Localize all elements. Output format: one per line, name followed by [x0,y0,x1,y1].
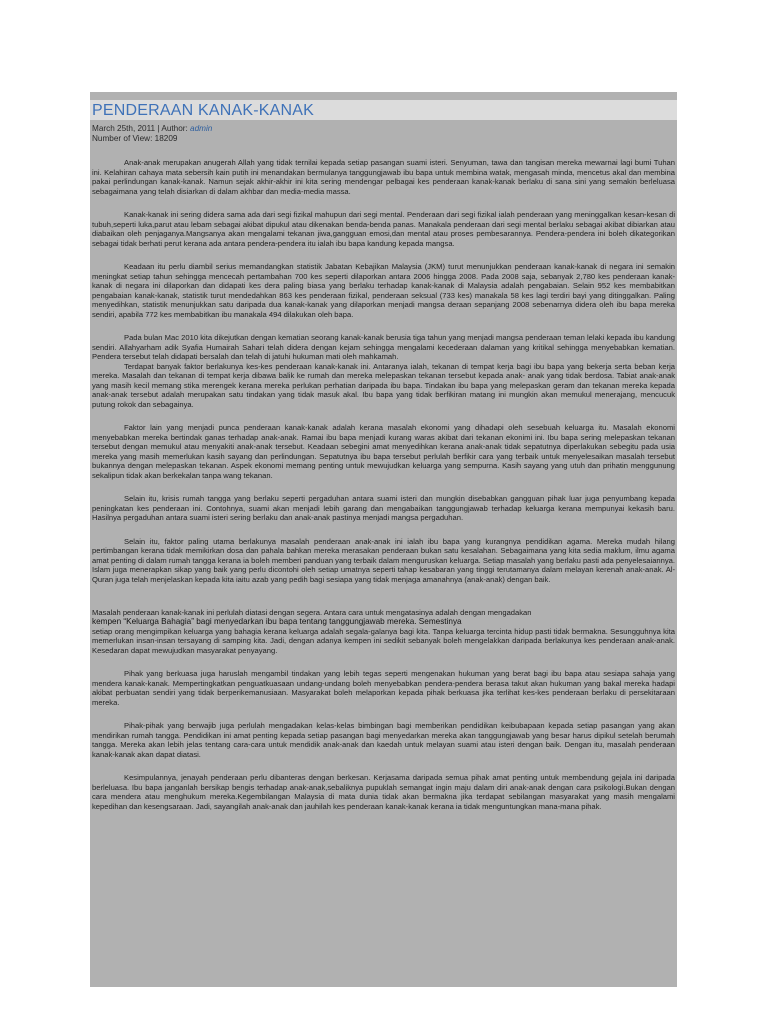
paragraph: Kesimpulannya, jenayah penderaan perlu dibanteras dengan berkesan. Kerjasama daripada semua pihak amat penting untuk membendung gejala ini daripada berleluasa. Ibu bapa janganlah bersikap bengis terhadap anak-anak,sebaliknya pupuklah semangat ingin maju dalam diri anak-anak dengan cara psikologi.Bukan dengan cara mendera atau menghukum mereka.Kegembilangan Malaysia di mata dunia tidak akan bermakna jika terdapat sebilangan masyarakat yang masih mengalami kepedihan dan kesengsaraan. Jadi, sayangilah anak-anak dan jauhilah kes penderaan kanak-kanak kerana ia tidak menguntungkan mana-mana pihak. [92,773,675,811]
paragraph: Selain itu, krisis rumah tangga yang berlaku seperti pergaduhan antara suami isteri dan mungkin disebabkan gangguan pihak luar juga penyumbang kepada peningkatan kes penderaan ini. Contohnya, suami akan menjadi lebih garang dan mengabaikan tanggungjawab terhadap keluarga kerana mempunyai kekasih baru. Hasilnya pergaduhan antara suami isteri sering berlaku dan anak-anak pastinya menjadi mangsa pergaduhan. [92,494,675,522]
paragraph: Terdapat banyak faktor berlakunya kes-kes penderaan kanak-kanak ini. Antaranya ialah, tekanan di tempat kerja bagi ibu bapa yang bekerja serta beban kerja mereka. Masalah dan tekanan di tempat kerja dibawa balik ke rumah dan mereka melepaskan tekanan tersebut kepada anak- anak yang tidak berdosa. Tabiat anak-anak yang masih kecil memang stika merengek kerana mereka perlukan perhatian daripada ibu bapa. Tindakan ibu bapa yang melepaskan geram dan tekanan mereka kepada anak-anak tersebut adalah merupakan satu tindakan yang tidak masuk akal. Ibu bapa yang tidak berfikiran matang ini mungkin akan memukul menerajang, mencucuk putung rokok dan sebagainya. [92,361,675,409]
paragraph: Selain itu, faktor paling utama berlakunya masalah penderaan anak-anak ini ialah ibu bapa yang kurangnya pendidikan agama. Mereka mudah hilang pertimbangan kerana tidak memikirkan dosa dan pahala bahkan mereka merasakan penderaan bukan satu kesalahan. Sebagaimana yang kita sedia maklum, ilmu agama amat penting di dalam rumah tangga kerana ia boleh memberi panduan yang terbaik dalam menguruskan keluarga. Setiap masalah yang berlaku pasti ada penyelesaiannya. Islam juga menerapkan sikap yang baik yang perlu dicontohi oleh setiap umatnya seperti tahap kesabaran yang tinggi terutamanya dalam melayan kerenah anak-anak. Al-Quran juga telah menjelaskan kepada kita iaitu azab yang pedih bagi sesiapa yang tidak menjaga amanahnya (anak-anak) dengan baik. [92,536,675,584]
title-bar [90,100,677,120]
meta-separator: | [157,124,162,133]
article-title: PENDERAAN KANAK-KANAK [92,102,315,119]
views-count: 18209 [154,134,178,143]
views-label: Number of View: [92,134,153,143]
article-date: March 25th, 2011 [92,124,156,133]
paragraph-part: Masalah penderaan kanak-kanak ini perlulah diatasi dengan segera. Antara cara untuk mengatasinya adalah dengan mengadakan [92,607,532,617]
paragraph: Kanak-kanak ini sering didera sama ada dari segi fizikal mahupun dari segi mental. Penderaan dari segi fizikal ialah penderaan yang meninggalkan kesan-kesan di tubuh,seperti luka,parut atau lebam sebagai akibat dipukul atau dikenakan benda-benda panas. Manakala penderaan dari segi mental berlaku sebagai akibat dibiarkan atau diabaikan oleh penjaganya.Mangsanya akan mengalami tekanan jiwa,gangguan emosi,dan mental atau proses pembesarannya. Pendera-pendera ini boleh dikategorikan sebagai tidak berhati perut kerana ada antara pendera-pendera itu ialah ibu bapa kandung kepada mangsa. [92,210,675,248]
paragraph [92,598,675,655]
paragraph-part: setiap orang mengimpikan keluarga yang bahagia kerana keluarga adalah segala-galanya bagi kita. Tanpa keluarga tercinta hidup pasti tidak bermakna. Sesungguhnya kita memerlukan insan-insan tersayang di samping kita. Jadi, dengan adanya kempen ini sedikit sebanyak boleh mengelakkan daripada berlakunya kes penderaan anak-anak. Kesedaran dapat mewujudkan masyarakat penyayang. [92,626,675,655]
campaign-sentence: kempen “Keluarga Bahagia” bagi menyedarkan ibu bapa tentang tanggungjawab mereka. Semestinya [92,617,462,626]
paragraph: Faktor lain yang menjadi punca penderaan kanak-kanak adalah kerana masalah ekonomi yang dihadapi oleh sesebuah keluarga itu. Masalah ekonomi menyebabkan mereka bertindak ganas terhadap anak-anak. Ramai ibu bapa menjadi kurang waras akibat dari tekanan ekonimi ini. Ibu bapa sering melepaskan tekanan tersebut dengan memukul atau menyakiti anak-anak tersebut. Keadaan sebegini amat menyedihkan kerana anak-anak tidak sepatutnya diperlakukan sebegitu pada usia mereka yang masih memerlukan kasih sayang dan perlindungan. Sepatutnya ibu bapa tersebut perlulah berfikir cara yang terbaik untuk menyelesaikan masalah tersebut bukannya dengan melepaskan tekanan. Aspek ekonomi memang penting untuk mewujudkan keluarga yang sempurna. Kasih sayang yang utuh dan prihatin menggunung sekalipun tidak akan berkekalan tanpa wang tekanan. [92,423,675,480]
author-label: Author: [161,124,188,133]
paragraph: Pada bulan Mac 2010 kita dikejutkan dengan kematian seorang kanak-kanak berusia tiga tahun yang menjadi mangsa penderaan teman lelaki kepada ibu kandung sendiri. Allahyarham adik Syafia Humairah Sahari telah didera dengan kejam sehingga mengalami kecederaan dalaman yang kritikal sehingga menyebabkan kematian. Pendera tersebut telah didapati bersalah dan telah di jatuhi hukuman mati oleh mahkamah. [92,333,675,361]
article-page [90,92,677,987]
paragraph: Pihak-pihak yang berwajib juga perlulah mengadakan kelas-kelas bimbingan bagi memberikan pendidikan keibubapaan kepada setiap pasangan yang akan mendirikan rumah tangga. Pendidikan ini amat penting kepada setiap pasangan bagi menyedarkan mereka akan tanggungjawab yang besar harus dipikul setelah berumah tangga. Mereka akan lebih jelas tentang cara-cara untuk mendidik anak-anak dan kaedah untuk melayan suami atau isteri dengan baik. Dengan itu, masalah penderaan kanak-kanak akan dapat diatasi. [92,721,675,759]
paragraph: Keadaan itu perlu diambil serius memandangkan statistik Jabatan Kebajikan Malaysia (JKM) turut menunjukkan penderaan kanak-kanak di negara ini semakin meningkat setiap tahun sehingga mencecah pertambahan 700 kes seperti dilaporkan antara 2006 hingga 2008. Pada 2008 saja, sebanyak 2,780 kes penderaan kanak-kanak di negara ini dilaporkan dan didapati kes dera paling biasa yang berlaku terhadap kanak-kanak di Malaysia adalah pengabaian. Selain 952 kes membabitkan pengabaian kanak-kanak, statistik turut mendedahkan 863 kes penderaan fizikal, penderaan seksual (733 kes) manakala 58 kes lagi terdiri bayi yang ditinggalkan. Paling menyedihkan, statistik menunjukkan satu daripada dua kanak-kanak yang dilaporkan menjadi mangsa deraan sepanjang 2008 sebenarnya didera oleh ibu bapa mereka sendiri, apabila 772 kes membabitkan ibu manakala 494 dilakukan oleh bapa. [92,262,675,319]
paragraph: Anak-anak merupakan anugerah Allah yang tidak ternilai kepada setiap pasangan suami isteri. Senyuman, tawa dan tangisan mereka mewarnai lagi bumi Tuhan ini. Kelahiran cahaya mata sebersih kain putih ini menandakan bermulanya tanggungjawab ibu bapa untuk membina watak, mengasah minda, mencetus akal dan membina pakai perlindungan kanak-kanak. Namun sejak akhir-akhir ini kita sering mendengar pelbagai kes penderaan kanak-kanak berlaku di sana sini yang semakin berleluasa sebagaimana yang telah disiarkan di dalam akhbar dan media-media massa. [92,158,675,196]
author-link[interactable]: admin [190,124,213,133]
article-body [90,144,677,811]
article-meta [90,124,677,144]
paragraph: Pihak yang berkuasa juga haruslah mengambil tindakan yang lebih tegas seperti mengenakan hukuman yang berat bagi ibu bapa atau sesiapa sahaja yang mendera kanak-kanak. Mempertingkatkan penguatkuasaan undang-undang boleh menyebabkan pendera-pendera berasa takut akan hukuman yang bakal mereka hadapi akibat perbuatan sendiri yang tidak berperikemanusiaan. Masyarakat boleh melaporkan kepada pihak berkuasa jika terlihat kes-kes penderaan berlaku di persekitaraan mereka. [92,669,675,707]
